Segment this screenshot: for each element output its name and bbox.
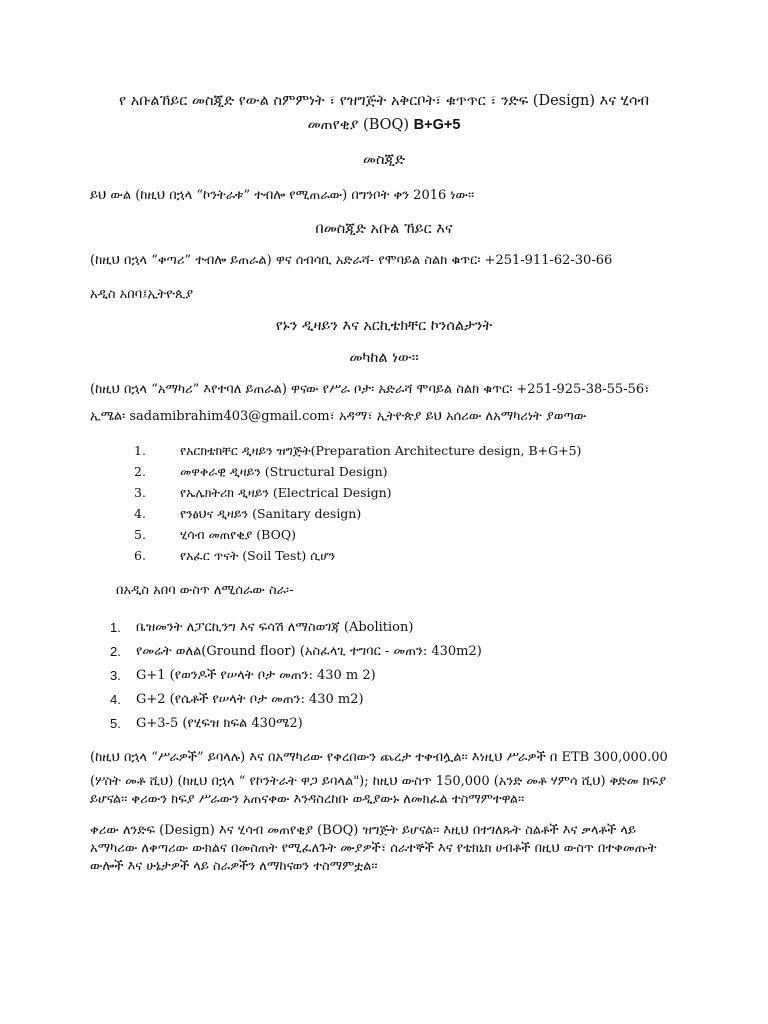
list-item-number: 5.: [110, 716, 121, 731]
list-item: [0, 716, 768, 734]
heading-mosque: መስጂድ: [362, 152, 406, 168]
list-item-text: G+1 (የወንዶች የሠላት ቦታ መጠን: 430 m 2): [136, 668, 376, 683]
list-item-text: የንፅህና ዲዛይን (Sanitary design): [180, 506, 362, 521]
final-paragraph-line: አማካሪው ለቀጣሪው ውክልና በመስጠት የሚፈለጉት ሙያዎች፣ ሰራተኞች እና የቴክኒክ ሀብቶች በዚህ ውስጥ በተቀመጡት: [90, 841, 657, 856]
list-item: [0, 485, 768, 503]
list-item: [0, 668, 768, 686]
list-item-text: G+2 (የሴቶች የሠላት ቦታ መጠን: 430 m2): [136, 692, 364, 707]
party1-heading: በመስጂድ አቡል ኸይር እና: [315, 221, 453, 237]
list-item-number: 1.: [110, 620, 121, 635]
list-item-number: 3.: [134, 485, 146, 500]
list-item-text: G+3-5 (የሂፍዝ ክፍል 430ሜ2): [136, 716, 303, 731]
list-item-number: 2.: [110, 644, 121, 659]
payment-paragraph-line: (ሦስት መቶ ሺህ) (ከዚህ በኋላ “ የኮንትራት ዋጋ ይባላል"); ከዚህ ውስጥ 150,000 (አንድ መቶ ሃምሳ ሺህ) ቅድመ ክፍያ: [90, 774, 667, 789]
party1-city: አዲስ አበባ፤ኢትዮጲያ: [90, 287, 194, 302]
party2-heading: የኑን ዲዛይን እና አርኪቴክቸር ኮንሰልታንት: [275, 318, 493, 334]
list-item-text: የኤሌክትሪክ ዲዛይን (Electrical Design): [180, 485, 392, 500]
list-item-number: 3.: [110, 668, 121, 683]
list-item: [0, 692, 768, 710]
list-item-number: 1.: [134, 443, 146, 458]
party2-between: መካከል ነው፡፡: [349, 350, 419, 366]
list-item-text: የአፈር ጥናት (Soil Test) ሲሆን: [180, 548, 336, 563]
list-item-number: 2.: [134, 464, 146, 479]
final-paragraph-line: ውሎች እና ሁኔታዎች ላይ ስራዎችን ለማከናወን ተስማምቷል፡፡: [90, 859, 378, 874]
final-paragraph-line: ቀሪው ለንድፍ (Design) እና ሂሳብ መጠየቂያ (BOQ) ዝግጅት ይሆናል፡፡ እዚህ በተገለጹት ስልቶች እና ቃላቶች ላይ: [90, 823, 636, 838]
list-item: [0, 443, 768, 461]
list-item-number: 4.: [110, 692, 121, 707]
payment-paragraph-line: (ከዚህ በኋላ “ሥራዎች” ይባላሉ) እና በአማካሪው የቀረበውን ጨረታ ተቀብሏል፡፡ እነዚህ ሥራዎች በ ETB 300,000.00: [90, 750, 668, 765]
party2-email: ኢሜል፡ sadamibrahim403@gmail.com፣ አዳማ፣ ኢትዮጵያ ይህ አሰሪው ለአማካሪነት ያወጣው: [90, 409, 587, 424]
document-title-project-code: B+G+5: [413, 117, 461, 133]
list-item-number: 4.: [134, 506, 146, 521]
document-title-line1: የ አቡልኸይር መስጂድ የውል ስምምነት ፣ የዝግጅት አቅርቦት፣ ቁጥጥር ፣ ንድፍ (Design) እና ሂሳብ: [119, 93, 649, 109]
list-item: [0, 506, 768, 524]
list-item-text: ቤዝመንት ለፓርኪንግ እና ፍሳሽ ለማስወገጃ (Abolition): [136, 620, 414, 635]
list-item-text: ሂሳብ መጠየቂያ (BOQ): [180, 527, 296, 542]
list-item: [0, 644, 768, 662]
list-item: [0, 464, 768, 482]
works-heading: በአዲስ አበባ ውስጥ ለሚሰራው ስራ፡-: [116, 583, 294, 598]
document-title-line2-text: መጠየቂያ (BOQ): [307, 117, 410, 133]
payment-paragraph-line: ይሆናል፡፡ ቀሪውን ክፍያ ሥራውን አጠናቀው እንዳስረከቡ ወዲያውኑ ለመክፈል ተስማምተዋል፡፡: [90, 792, 525, 807]
list-item-number: 6.: [134, 548, 146, 563]
party1-details: (ከዚህ በኋላ “ቀጣሪ” ተብሎ ይጠራል) ዋና ሰብሳቢ አድራሻ- የሞባይል ስልክ ቁጥር፡ +251-911-62-30-66: [90, 253, 613, 268]
list-item: [0, 527, 768, 545]
intro-line: ይህ ውል (ከዚህ በኋላ “ኮንትራቱ” ተብሎ የሚጠራው) በግንቦት ቀን 2016 ነው፡፡: [90, 188, 475, 203]
list-item: [0, 548, 768, 566]
list-item-text: መዋቅራዊ ዲዛይን (Structural Design): [180, 464, 388, 479]
list-item-text: የአርክቴክቸር ዲዛይን ዝግጅት(Preparation Architecture design, B+G+5): [180, 443, 582, 458]
list-item-number: 5.: [134, 527, 146, 542]
document-title-line2: [0, 117, 768, 133]
list-item-text: የመሬት ወለል(Ground floor) (አስፈላጊ ተግባር - መጠን: 430m2): [136, 644, 482, 659]
party2-details: (ከዚህ በኋላ “አማካሪ” እየተባለ ይጠራል) ዋናው የሥራ ቦታ፡ አድራሻ ሞባይል ስልክ ቁጥር፡ +251-925-38-55-56፣: [90, 382, 650, 397]
list-item: [0, 620, 768, 638]
